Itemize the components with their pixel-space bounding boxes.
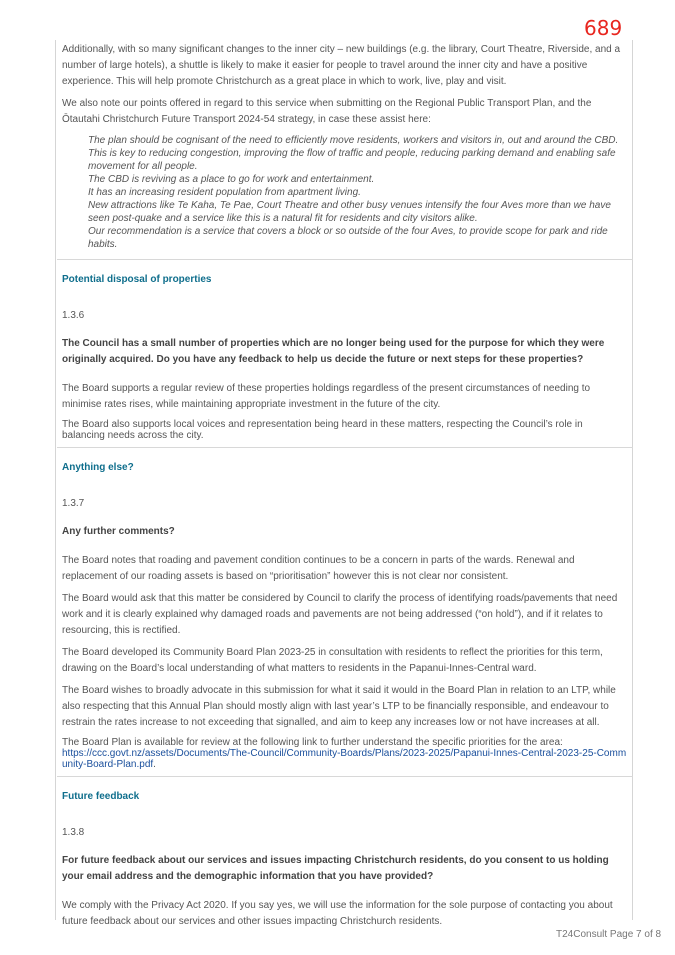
section-divider xyxy=(57,259,633,260)
board-plan-link[interactable]: https://ccc.govt.nz/assets/Documents/The-Council/Community-Boards/Plans/2023-2025/Papanui-Innes-Central-2023-25-Community-Board-Plan.pdf xyxy=(62,748,627,770)
quote-line: The CBD is reviving as a place to go for work and entertainment. xyxy=(88,174,375,185)
page-footer: T24Consult Page 7 of 8 xyxy=(556,929,662,940)
section-divider xyxy=(57,447,633,448)
answer-paragraph: The Board also supports local voices and representation being heard in these matters, respecting the Council’s role in balancing needs across the city. xyxy=(62,419,583,441)
section-title-future-feedback: Future feedback xyxy=(62,791,140,802)
question-number: 1.3.6 xyxy=(62,310,85,321)
answer-paragraph: The Board would ask that this matter be considered by Council to clarify the process of identifying roads/pavements that need work and it is clearly explained why damaged roads and pavements are not being addressed (“on hold”), and if it relates to resourcing, this is rectified. xyxy=(62,593,618,636)
question-text: Any further comments? xyxy=(62,526,175,537)
question-text: The Council has a small number of properties which are no longer being used for the purpose for which they were originally acquired. Do you have any feedback to help us decide the future or next steps for these properties? xyxy=(62,338,605,365)
answer-paragraph: The Board supports a regular review of these properties holdings regardless of the present circumstances of needing to minimise rates rises, while maintaining appropriate investment in the future of the city. xyxy=(62,383,591,410)
answer-paragraph: The Board notes that roading and pavement condition continues to be a concern in parts of the wards. Renewal and replacement of our roading assets is based on “prioritisation” however this is not clear nor consistent. xyxy=(62,555,575,582)
answer-paragraph: We comply with the Privacy Act 2020. If you say yes, we will use the information for the sole purpose of contacting you about future feedback about our services and other issues impacting Christchurch residents. xyxy=(62,900,613,927)
question-text: For future feedback about our services and issues impacting Christchurch residents, do you consent to us holding your email address and the demographic information that you have provided? xyxy=(62,855,609,882)
section-title-anything-else: Anything else? xyxy=(62,462,134,473)
link-intro: The Board Plan is available for review at the following link to further understand the specific priorities for the area: xyxy=(62,737,563,748)
link-period: . xyxy=(153,759,156,770)
quoted-submission xyxy=(88,134,628,251)
intro-paragraph: We also note our points offered in regard to this service when submitting on the Regional Public Transport Plan, and the Ōtautahi Christchurch Future Transport 2024-54 strategy, in case these assist here: xyxy=(62,98,592,125)
section-divider xyxy=(57,776,633,777)
intro-paragraph: Additionally, with so many significant changes to the inner city – new buildings (e.g. the library, Court Theatre, Riverside, and a number of large hotels), a shuttle is likely to make it easier for people to travel around the inner city and have a positive experience. This will help promote Christchurch as a great place in which to work, live, play and visit. xyxy=(62,44,621,87)
quote-line: The plan should be cognisant of the need to efficiently move residents, workers and visitors in, out and around the CBD. This is key to reducing congestion, improving the flow of traffic and people, reducing parking demand and enabling safe movement for all people. xyxy=(88,135,619,172)
document-content xyxy=(62,42,628,936)
answer-paragraph: The Board developed its Community Board Plan 2023-25 in consultation with residents to reflect the priorities for this term, drawing on the Board’s local understanding of what matters to residents in the Papanui-Innes-Central ward. xyxy=(62,647,603,674)
section-title-disposal: Potential disposal of properties xyxy=(62,274,212,285)
quote-line: New attractions like Te Kaha, Te Pae, Court Theatre and other busy venues intensify the four Aves more than we have seen post-quake and a service like this is a natural fit for residents and city visitors alike. xyxy=(88,200,611,224)
question-number: 1.3.8 xyxy=(62,827,85,838)
answer-paragraph xyxy=(62,737,628,770)
answer-paragraph: The Board wishes to broadly advocate in this submission for what it said it would in the Board Plan in relation to an LTP, while also respecting that this Annual Plan should mostly align with last year’s LTP to be financially responsible, and endeavour to restrain the rates increase to not exceeding that signalled, and aim to keep any increases low or not have increases at all. xyxy=(62,685,616,728)
quote-line: Our recommendation is a service that covers a block or so outside of the four Aves, to provide scope for park and ride habits. xyxy=(88,226,608,250)
question-number: 1.3.7 xyxy=(62,498,85,509)
page-number: 689 xyxy=(584,16,623,40)
quote-line: It has an increasing resident population from apartment living. xyxy=(88,187,361,198)
